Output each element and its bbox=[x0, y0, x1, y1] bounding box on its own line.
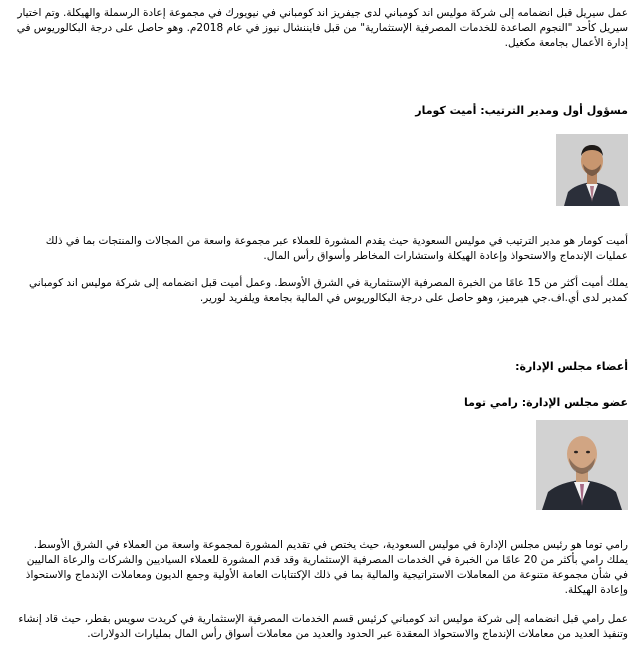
amit-photo bbox=[556, 134, 628, 206]
rami-portrait-icon bbox=[536, 420, 628, 510]
amit-paragraph-1: أميت كومار هو مدير الترتيب في موليس السعودية حيث يقدم المشورة للعملاء عبر مجموعة واسعة من المجالات والمنتجات بما في ذلك عمليات الإندماج والاستحواذ وإعادة الهيكلة واستشارات المخاطر وأسواق رأس المال. bbox=[45, 235, 628, 262]
amit-heading: مسؤول أول ومدير الترتيب: أميت كومار bbox=[415, 104, 628, 117]
board-heading: أعضاء مجلس الإدارة: bbox=[515, 360, 628, 373]
rami-paragraph-1: رامي توما هو رئيس مجلس الإدارة في موليس السعودية، حيث يختص في تقديم المشورة لمجموعة واسعة من العملاء في الشرق الأوسط. يملك رامي بأكثر من 20 عامًا من الخبرة في الخدمات المصرفية الإستثمارية وقد قدم المشورة للعملاء السياديين والشركات والرعاة الماليين في شأن مجموعة متنوعة من المعاملات الاستراتيجية والمالية بما في ذلك الإكتتابات العامة الأولية وجمع الديون ومعاملات الإندماج والاستحواذ وإعادة الهيكلة. bbox=[25, 539, 628, 596]
amit-portrait-icon bbox=[556, 134, 628, 206]
rami-heading: عضو مجلس الإدارة: رامي توما bbox=[464, 396, 628, 409]
amit-paragraph-2: يملك أميت أكثر من 15 عامًا من الخبرة المصرفية الإستثمارية في الشرق الأوسط. وعمل أميت قبل انضمامه إلى شركة موليس اند كومباني كمدير لدى أي.اف.جي هيرميز، وهو حاصل على درجة البكالوريوس في المالية بجامعة ويلفريد لورير. bbox=[29, 277, 628, 304]
rami-paragraph-2: عمل رامي قبل انضمامه إلى شركة موليس اند كومباني كرئيس قسم الخدمات المصرفية الإستثمارية في كريدت سويس بقطر، حيث قاد إنشاء وتنفيذ العديد من معاملات الإندماج والاستحواذ المعقدة عبر الحدود والعديد من معاملات أسواق رأس المال بمليارات الدولارات. bbox=[18, 613, 628, 640]
rami-photo bbox=[536, 420, 628, 510]
intro-paragraph: عمل سيريل قبل انضمامه إلى شركة موليس اند كومباني لدى جيفريز اند كومباني في نيويورك في مجموعة إعادة الرسملة والهيكلة. وتم اختيار سيريل كأحد "النجوم الصاعدة للخدمات المصرفية الإستثمارية" من قبل فايننشال نيوز في عام 2018م. وهو حاصل على درجة البكالوريوس في إدارة الأعمال بجامعة مكغيل. bbox=[16, 7, 628, 49]
